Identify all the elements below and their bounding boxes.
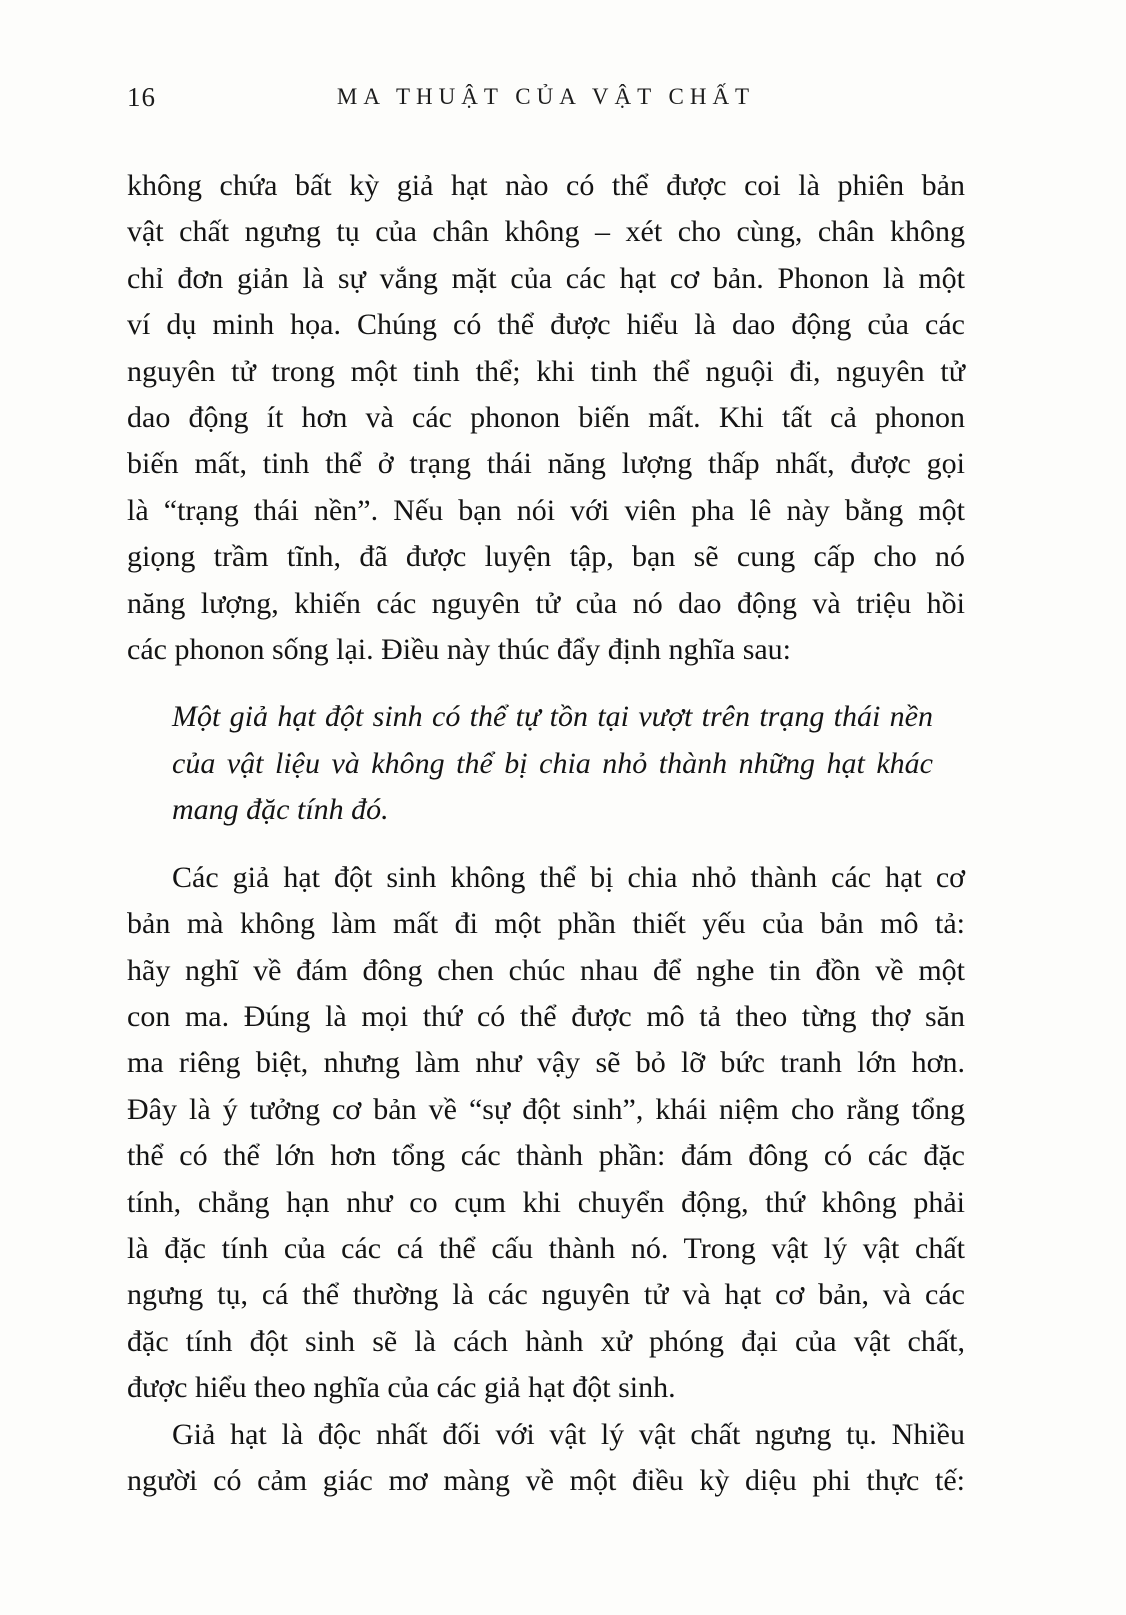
text-line: nguyên tử trong một tinh thể; khi tinh thể nguội đi, nguyên tử: [127, 354, 965, 388]
text-line: giọng trầm tĩnh, đã được luyện tập, bạn sẽ cung cấp cho nó: [127, 540, 965, 574]
page-header: [127, 82, 965, 114]
text-line: ví dụ minh họa. Chúng có thể được hiểu là dao động của các: [127, 308, 965, 342]
text-line: đặc tính đột sinh sẽ là cách hành xử phóng đại của vật chất,: [127, 1324, 965, 1358]
text-line: chỉ đơn giản là sự vắng mặt của các hạt cơ bản. Phonon là một: [127, 261, 965, 295]
text-line: các phonon sống lại. Điều này thúc đẩy định nghĩa sau:: [127, 633, 792, 667]
text-line: tính, chẳng hạn như co cụm khi chuyển động, thứ không phải: [127, 1185, 965, 1219]
block-quote: [127, 694, 965, 833]
text-line: Một giả hạt đột sinh có thể tự tồn tại vượt trên trạng thái nền: [172, 700, 933, 734]
running-title: MA THUẬT CỦA VẬT CHẤT: [336, 84, 756, 109]
text-line: năng lượng, khiến các nguyên tử của nó dao động và triệu hồi: [127, 586, 965, 620]
text-line: Giả hạt là độc nhất đối với vật lý vật chất ngưng tụ. Nhiều: [172, 1417, 965, 1451]
paragraph: [127, 163, 965, 673]
text-line: của vật liệu và không thể bị chia nhỏ thành những hạt khác: [172, 746, 933, 780]
paragraph: [127, 855, 965, 1412]
text-line: thể có thể lớn hơn tổng các thành phần: đám đông có các đặc: [127, 1139, 965, 1173]
text-line: người có cảm giác mơ màng về một điều kỳ diệu phi thực tế:: [127, 1463, 965, 1497]
text-line: dao động ít hơn và các phonon biến mất. Khi tất cả phonon: [127, 401, 965, 435]
text-line: Các giả hạt đột sinh không thể bị chia nhỏ thành các hạt cơ: [172, 860, 965, 894]
text-line: bản mà không làm mất đi một phần thiết yếu của bản mô tả:: [127, 907, 965, 941]
text-line: vật chất ngưng tụ của chân không – xét cho cùng, chân không: [127, 215, 965, 249]
paragraph: [127, 1412, 965, 1505]
text-line: biến mất, tinh thể ở trạng thái năng lượng thấp nhất, được gọi: [127, 447, 965, 481]
text-line: ma riêng biệt, nhưng làm như vậy sẽ bỏ lỡ bức tranh lớn hơn.: [127, 1046, 965, 1080]
text-line: là đặc tính của các cá thể cấu thành nó. Trong vật lý vật chất: [127, 1231, 965, 1265]
text-line: con ma. Đúng là mọi thứ có thể được mô tả theo từng thợ săn: [127, 999, 965, 1033]
text-line: ngưng tụ, cá thể thường là các nguyên tử và hạt cơ bản, và các: [127, 1278, 965, 1312]
body-text: [127, 163, 965, 1504]
text-line: Đây là ý tưởng cơ bản về “sự đột sinh”, khái niệm cho rằng tổng: [127, 1092, 965, 1126]
text-line: mang đặc tính đó.: [172, 793, 389, 827]
text-line: hãy nghĩ về đám đông chen chúc nhau để nghe tin đồn về một: [127, 953, 965, 987]
page-number: 16: [127, 82, 156, 112]
text-line: là “trạng thái nền”. Nếu bạn nói với viên pha lê này bằng một: [127, 493, 965, 527]
text-line: không chứa bất kỳ giả hạt nào có thể được coi là phiên bản: [127, 169, 965, 202]
text-line: được hiểu theo nghĩa của các giả hạt đột sinh.: [127, 1371, 676, 1405]
